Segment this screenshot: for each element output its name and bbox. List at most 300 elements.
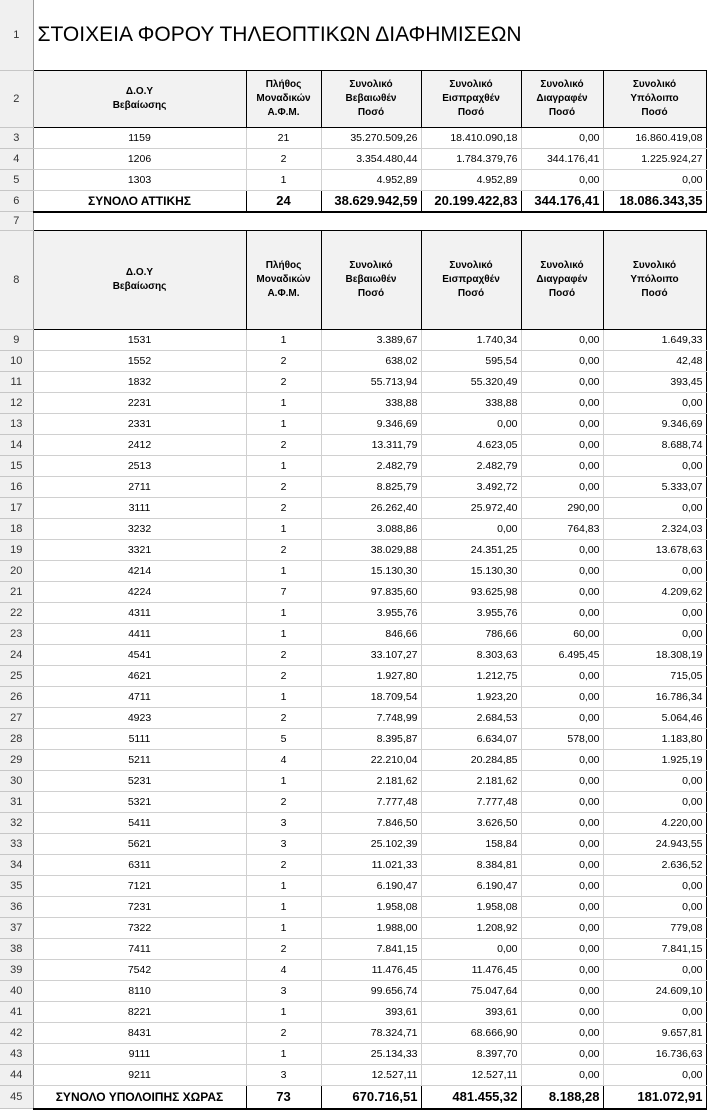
cell-dou[interactable]: 5411 [33,813,246,834]
cell-certified[interactable]: 22.210,04 [321,750,421,771]
cell-certified[interactable]: 3.389,67 [321,330,421,351]
cell-remaining[interactable]: 0,00 [603,876,706,897]
cell-count[interactable]: 2 [246,855,321,876]
cell-count[interactable]: 2 [246,666,321,687]
row-number[interactable]: 29 [0,750,33,771]
cell-remaining[interactable]: 9.657,81 [603,1023,706,1044]
cell-collected[interactable]: 1.740,34 [421,330,521,351]
cell-remaining[interactable]: 0,00 [603,771,706,792]
total-label[interactable]: ΣΥΝΟΛΟ ΥΠΟΛΟΙΠΗΣ ΧΩΡΑΣ [33,1086,246,1109]
cell-remaining[interactable]: 0,00 [603,603,706,624]
cell-certified[interactable]: 3.354.480,44 [321,149,421,170]
cell-certified[interactable]: 2.181,62 [321,771,421,792]
row-number[interactable]: 23 [0,624,33,645]
cell-written-off[interactable]: 0,00 [521,603,603,624]
cell-certified[interactable]: 38.029,88 [321,540,421,561]
total-remaining[interactable]: 181.072,91 [603,1086,706,1109]
cell-count[interactable]: 2 [246,939,321,960]
row-number[interactable]: 24 [0,645,33,666]
cell-collected[interactable]: 93.625,98 [421,582,521,603]
cell-dou[interactable]: 7322 [33,918,246,939]
cell-count[interactable]: 21 [246,128,321,149]
cell-collected[interactable]: 0,00 [421,939,521,960]
column-header-collected[interactable] [421,71,521,128]
cell-written-off[interactable]: 0,00 [521,960,603,981]
cell-certified[interactable]: 3.955,76 [321,603,421,624]
cell-remaining[interactable]: 24.943,55 [603,834,706,855]
cell-written-off[interactable]: 0,00 [521,351,603,372]
cell-dou[interactable]: 3232 [33,519,246,540]
row-number[interactable]: 42 [0,1023,33,1044]
cell-collected[interactable]: 1.784.379,76 [421,149,521,170]
cell-certified[interactable]: 15.130,30 [321,561,421,582]
cell-written-off[interactable]: 0,00 [521,393,603,414]
cell-remaining[interactable]: 0,00 [603,1065,706,1086]
row-number[interactable]: 33 [0,834,33,855]
cell-dou[interactable]: 6311 [33,855,246,876]
cell-certified[interactable]: 7.748,99 [321,708,421,729]
cell-written-off[interactable]: 0,00 [521,939,603,960]
row-number[interactable]: 26 [0,687,33,708]
cell-collected[interactable]: 6.634,07 [421,729,521,750]
cell-count[interactable]: 2 [246,351,321,372]
cell-collected[interactable]: 2.181,62 [421,771,521,792]
cell-count[interactable]: 1 [246,1002,321,1023]
cell-certified[interactable]: 7.777,48 [321,792,421,813]
cell-certified[interactable]: 1.958,08 [321,897,421,918]
total-certified[interactable]: 670.716,51 [321,1086,421,1109]
cell-written-off[interactable]: 578,00 [521,729,603,750]
cell-count[interactable]: 1 [246,771,321,792]
cell-dou[interactable]: 7542 [33,960,246,981]
cell-remaining[interactable]: 16.786,34 [603,687,706,708]
cell-count[interactable]: 1 [246,456,321,477]
cell-certified[interactable]: 338,88 [321,393,421,414]
total-collected[interactable]: 20.199.422,83 [421,191,521,212]
cell-count[interactable]: 1 [246,687,321,708]
cell-remaining[interactable]: 16.736,63 [603,1044,706,1065]
cell-remaining[interactable]: 715,05 [603,666,706,687]
cell-count[interactable]: 1 [246,876,321,897]
cell-remaining[interactable]: 4.209,62 [603,582,706,603]
cell-remaining[interactable]: 0,00 [603,1002,706,1023]
row-number[interactable]: 19 [0,540,33,561]
column-header-dou[interactable] [33,231,246,330]
cell-written-off[interactable]: 344.176,41 [521,149,603,170]
row-number[interactable]: 27 [0,708,33,729]
cell-certified[interactable]: 78.324,71 [321,1023,421,1044]
cell-count[interactable]: 2 [246,645,321,666]
cell-certified[interactable]: 393,61 [321,1002,421,1023]
cell-count[interactable]: 2 [246,498,321,519]
cell-collected[interactable]: 3.626,50 [421,813,521,834]
row-number[interactable]: 25 [0,666,33,687]
cell-remaining[interactable]: 0,00 [603,498,706,519]
cell-dou[interactable]: 1303 [33,170,246,191]
cell-count[interactable]: 1 [246,170,321,191]
cell-collected[interactable]: 6.190,47 [421,876,521,897]
cell-dou[interactable]: 1832 [33,372,246,393]
cell-written-off[interactable]: 0,00 [521,897,603,918]
cell-collected[interactable]: 2.482,79 [421,456,521,477]
row-number[interactable]: 18 [0,519,33,540]
cell-certified[interactable]: 1.927,80 [321,666,421,687]
cell-certified[interactable]: 55.713,94 [321,372,421,393]
cell-count[interactable]: 1 [246,1044,321,1065]
cell-count[interactable]: 1 [246,561,321,582]
cell-count[interactable]: 2 [246,372,321,393]
cell-collected[interactable]: 8.397,70 [421,1044,521,1065]
row-number[interactable]: 36 [0,897,33,918]
cell-count[interactable]: 2 [246,540,321,561]
cell-written-off[interactable]: 0,00 [521,128,603,149]
row-number[interactable]: 20 [0,561,33,582]
cell-written-off[interactable]: 0,00 [521,687,603,708]
cell-collected[interactable]: 25.972,40 [421,498,521,519]
cell-dou[interactable]: 3321 [33,540,246,561]
cell-written-off[interactable]: 0,00 [521,372,603,393]
cell-written-off[interactable]: 0,00 [521,813,603,834]
cell-written-off[interactable]: 0,00 [521,330,603,351]
cell-dou[interactable]: 4224 [33,582,246,603]
cell-collected[interactable]: 3.955,76 [421,603,521,624]
cell-remaining[interactable]: 0,00 [603,170,706,191]
cell-collected[interactable]: 1.958,08 [421,897,521,918]
cell-dou[interactable]: 8431 [33,1023,246,1044]
cell-remaining[interactable]: 13.678,63 [603,540,706,561]
cell-certified[interactable]: 846,66 [321,624,421,645]
row-number[interactable]: 39 [0,960,33,981]
row-number[interactable]: 34 [0,855,33,876]
cell-collected[interactable]: 18.410.090,18 [421,128,521,149]
cell-count[interactable]: 1 [246,897,321,918]
cell-remaining[interactable]: 5.333,07 [603,477,706,498]
total-certified[interactable]: 38.629.942,59 [321,191,421,212]
cell-count[interactable]: 1 [246,414,321,435]
cell-dou[interactable]: 2711 [33,477,246,498]
total-remaining[interactable]: 18.086.343,35 [603,191,706,212]
column-header-count[interactable] [246,71,321,128]
cell-dou[interactable]: 5231 [33,771,246,792]
row-number[interactable]: 43 [0,1044,33,1065]
cell-count[interactable]: 3 [246,813,321,834]
cell-collected[interactable]: 7.777,48 [421,792,521,813]
cell-collected[interactable]: 4.952,89 [421,170,521,191]
cell-dou[interactable]: 7231 [33,897,246,918]
column-header-certified[interactable] [321,71,421,128]
cell-certified[interactable]: 12.527,11 [321,1065,421,1086]
cell-count[interactable]: 2 [246,708,321,729]
row-number[interactable]: 31 [0,792,33,813]
cell-remaining[interactable]: 4.220,00 [603,813,706,834]
cell-count[interactable]: 1 [246,603,321,624]
cell-remaining[interactable]: 8.688,74 [603,435,706,456]
cell-written-off[interactable]: 0,00 [521,561,603,582]
row-number[interactable]: 4 [0,149,33,170]
cell-dou[interactable]: 3111 [33,498,246,519]
cell-collected[interactable]: 55.320,49 [421,372,521,393]
cell-dou[interactable]: 2412 [33,435,246,456]
cell-collected[interactable]: 8.384,81 [421,855,521,876]
cell-remaining[interactable]: 779,08 [603,918,706,939]
cell-dou[interactable]: 1159 [33,128,246,149]
row-number[interactable]: 12 [0,393,33,414]
column-header-certified[interactable] [321,231,421,330]
cell-collected[interactable]: 15.130,30 [421,561,521,582]
sheet-title[interactable]: ΣΤΟΙΧΕΙΑ ΦΟΡΟΥ ΤΗΛΕΟΠΤΙΚΩΝ ΔΙΑΦΗΜΙΣΕΩΝ [37,23,522,46]
cell-written-off[interactable]: 0,00 [521,666,603,687]
cell-certified[interactable]: 33.107,27 [321,645,421,666]
total-count[interactable]: 73 [246,1086,321,1109]
cell-count[interactable]: 4 [246,750,321,771]
cell-certified[interactable]: 11.021,33 [321,855,421,876]
cell-written-off[interactable]: 0,00 [521,414,603,435]
cell-count[interactable]: 2 [246,149,321,170]
row-number[interactable]: 35 [0,876,33,897]
cell-collected[interactable]: 158,84 [421,834,521,855]
cell-remaining[interactable]: 42,48 [603,351,706,372]
cell-collected[interactable]: 595,54 [421,351,521,372]
total-count[interactable]: 24 [246,191,321,212]
cell-collected[interactable]: 1.212,75 [421,666,521,687]
cell-dou[interactable]: 8221 [33,1002,246,1023]
cell-written-off[interactable]: 0,00 [521,435,603,456]
cell-dou[interactable]: 4923 [33,708,246,729]
row-number[interactable]: 45 [0,1086,33,1109]
cell-written-off[interactable]: 0,00 [521,1002,603,1023]
column-header-written-off[interactable] [521,71,603,128]
cell-written-off[interactable]: 0,00 [521,582,603,603]
cell-count[interactable]: 1 [246,519,321,540]
cell-dou[interactable]: 8110 [33,981,246,1002]
cell-count[interactable]: 1 [246,918,321,939]
cell-collected[interactable]: 8.303,63 [421,645,521,666]
cell-collected[interactable]: 20.284,85 [421,750,521,771]
cell-dou[interactable]: 4311 [33,603,246,624]
cell-dou[interactable]: 2231 [33,393,246,414]
cell-written-off[interactable]: 290,00 [521,498,603,519]
cell-count[interactable]: 2 [246,435,321,456]
row-number[interactable]: 1 [0,0,33,71]
cell-certified[interactable]: 11.476,45 [321,960,421,981]
column-header-count[interactable] [246,231,321,330]
row-number[interactable]: 28 [0,729,33,750]
cell-count[interactable]: 1 [246,330,321,351]
cell-dou[interactable]: 1531 [33,330,246,351]
cell-count[interactable]: 2 [246,792,321,813]
cell-certified[interactable]: 25.134,33 [321,1044,421,1065]
cell-dou[interactable]: 5621 [33,834,246,855]
cell-written-off[interactable]: 0,00 [521,750,603,771]
total-written-off[interactable]: 344.176,41 [521,191,603,212]
row-number[interactable]: 14 [0,435,33,456]
cell-dou[interactable]: 4541 [33,645,246,666]
cell-certified[interactable]: 9.346,69 [321,414,421,435]
cell-dou[interactable]: 7121 [33,876,246,897]
cell-dou[interactable]: 7411 [33,939,246,960]
cell-count[interactable]: 3 [246,981,321,1002]
cell-remaining[interactable]: 0,00 [603,561,706,582]
column-header-remaining[interactable] [603,231,706,330]
cell-dou[interactable]: 9111 [33,1044,246,1065]
empty-cell[interactable] [33,212,706,231]
cell-certified[interactable]: 2.482,79 [321,456,421,477]
cell-written-off[interactable]: 0,00 [521,1065,603,1086]
cell-certified[interactable]: 25.102,39 [321,834,421,855]
cell-remaining[interactable]: 5.064,46 [603,708,706,729]
cell-certified[interactable]: 99.656,74 [321,981,421,1002]
total-label[interactable]: ΣΥΝΟΛΟ ΑΤΤΙΚΗΣ [33,191,246,212]
cell-certified[interactable]: 7.841,15 [321,939,421,960]
cell-certified[interactable]: 8.395,87 [321,729,421,750]
cell-remaining[interactable]: 24.609,10 [603,981,706,1002]
cell-written-off[interactable]: 0,00 [521,540,603,561]
cell-collected[interactable]: 0,00 [421,519,521,540]
row-number[interactable]: 17 [0,498,33,519]
cell-dou[interactable]: 5111 [33,729,246,750]
row-number[interactable]: 8 [0,231,33,330]
cell-dou[interactable]: 4711 [33,687,246,708]
cell-remaining[interactable]: 0,00 [603,624,706,645]
cell-remaining[interactable]: 18.308,19 [603,645,706,666]
cell-certified[interactable]: 26.262,40 [321,498,421,519]
cell-remaining[interactable]: 0,00 [603,393,706,414]
cell-written-off[interactable]: 0,00 [521,855,603,876]
cell-written-off[interactable]: 6.495,45 [521,645,603,666]
cell-count[interactable]: 5 [246,729,321,750]
cell-dou[interactable]: 5211 [33,750,246,771]
cell-collected[interactable]: 24.351,25 [421,540,521,561]
cell-written-off[interactable]: 0,00 [521,1023,603,1044]
cell-written-off[interactable]: 0,00 [521,456,603,477]
cell-collected[interactable]: 786,66 [421,624,521,645]
cell-certified[interactable]: 3.088,86 [321,519,421,540]
cell-count[interactable]: 3 [246,1065,321,1086]
cell-dou[interactable]: 1206 [33,149,246,170]
cell-certified[interactable]: 6.190,47 [321,876,421,897]
cell-dou[interactable]: 4411 [33,624,246,645]
row-number[interactable]: 13 [0,414,33,435]
cell-written-off[interactable]: 764,83 [521,519,603,540]
row-number[interactable]: 16 [0,477,33,498]
cell-written-off[interactable]: 0,00 [521,834,603,855]
row-number[interactable]: 11 [0,372,33,393]
cell-remaining[interactable]: 1.183,80 [603,729,706,750]
cell-certified[interactable]: 35.270.509,26 [321,128,421,149]
cell-collected[interactable]: 4.623,05 [421,435,521,456]
cell-collected[interactable]: 2.684,53 [421,708,521,729]
cell-remaining[interactable]: 393,45 [603,372,706,393]
cell-remaining[interactable]: 2.636,52 [603,855,706,876]
cell-remaining[interactable]: 1.925,19 [603,750,706,771]
column-header-dou[interactable] [33,71,246,128]
row-number[interactable]: 3 [0,128,33,149]
cell-collected[interactable]: 1.923,20 [421,687,521,708]
row-number[interactable]: 5 [0,170,33,191]
cell-remaining[interactable]: 0,00 [603,456,706,477]
cell-collected[interactable]: 338,88 [421,393,521,414]
cell-count[interactable]: 1 [246,624,321,645]
cell-count[interactable]: 4 [246,960,321,981]
row-number[interactable]: 10 [0,351,33,372]
cell-count[interactable]: 7 [246,582,321,603]
row-number[interactable]: 38 [0,939,33,960]
column-header-collected[interactable] [421,231,521,330]
cell-dou[interactable]: 2331 [33,414,246,435]
cell-remaining[interactable]: 9.346,69 [603,414,706,435]
cell-remaining[interactable]: 0,00 [603,960,706,981]
row-number[interactable]: 40 [0,981,33,1002]
column-header-remaining[interactable] [603,71,706,128]
cell-written-off[interactable]: 0,00 [521,792,603,813]
cell-written-off[interactable]: 0,00 [521,477,603,498]
cell-collected[interactable]: 393,61 [421,1002,521,1023]
cell-collected[interactable]: 75.047,64 [421,981,521,1002]
row-number[interactable]: 37 [0,918,33,939]
cell-dou[interactable]: 4214 [33,561,246,582]
row-number[interactable]: 32 [0,813,33,834]
row-number[interactable]: 21 [0,582,33,603]
cell-written-off[interactable]: 0,00 [521,771,603,792]
cell-remaining[interactable]: 0,00 [603,897,706,918]
cell-remaining[interactable]: 0,00 [603,792,706,813]
cell-remaining[interactable]: 1.649,33 [603,330,706,351]
total-written-off[interactable]: 8.188,28 [521,1086,603,1109]
cell-collected[interactable]: 11.476,45 [421,960,521,981]
cell-collected[interactable]: 1.208,92 [421,918,521,939]
cell-written-off[interactable]: 0,00 [521,981,603,1002]
row-number[interactable]: 30 [0,771,33,792]
cell-remaining[interactable]: 7.841,15 [603,939,706,960]
cell-written-off[interactable]: 0,00 [521,1044,603,1065]
cell-collected[interactable]: 68.666,90 [421,1023,521,1044]
cell-dou[interactable]: 2513 [33,456,246,477]
row-number[interactable]: 9 [0,330,33,351]
row-number[interactable]: 2 [0,71,33,128]
cell-written-off[interactable]: 0,00 [521,918,603,939]
cell-certified[interactable]: 1.988,00 [321,918,421,939]
cell-written-off[interactable]: 0,00 [521,708,603,729]
cell-collected[interactable]: 3.492,72 [421,477,521,498]
cell-dou[interactable]: 5321 [33,792,246,813]
row-number[interactable]: 15 [0,456,33,477]
row-number[interactable]: 22 [0,603,33,624]
row-number[interactable]: 6 [0,191,33,212]
cell-dou[interactable]: 1552 [33,351,246,372]
row-number[interactable]: 7 [0,212,33,231]
cell-dou[interactable]: 9211 [33,1065,246,1086]
cell-certified[interactable]: 13.311,79 [321,435,421,456]
row-number[interactable]: 41 [0,1002,33,1023]
cell-certified[interactable]: 638,02 [321,351,421,372]
row-number[interactable]: 44 [0,1065,33,1086]
cell-count[interactable]: 2 [246,477,321,498]
cell-certified[interactable]: 8.825,79 [321,477,421,498]
column-header-written-off[interactable] [521,231,603,330]
cell-dou[interactable]: 4621 [33,666,246,687]
cell-certified[interactable]: 18.709,54 [321,687,421,708]
cell-remaining[interactable]: 2.324,03 [603,519,706,540]
cell-count[interactable]: 3 [246,834,321,855]
cell-collected[interactable]: 0,00 [421,414,521,435]
cell-written-off[interactable]: 0,00 [521,876,603,897]
cell-written-off[interactable]: 60,00 [521,624,603,645]
cell-collected[interactable]: 12.527,11 [421,1065,521,1086]
cell-count[interactable]: 2 [246,1023,321,1044]
cell-remaining[interactable]: 16.860.419,08 [603,128,706,149]
cell-certified[interactable]: 4.952,89 [321,170,421,191]
cell-certified[interactable]: 7.846,50 [321,813,421,834]
